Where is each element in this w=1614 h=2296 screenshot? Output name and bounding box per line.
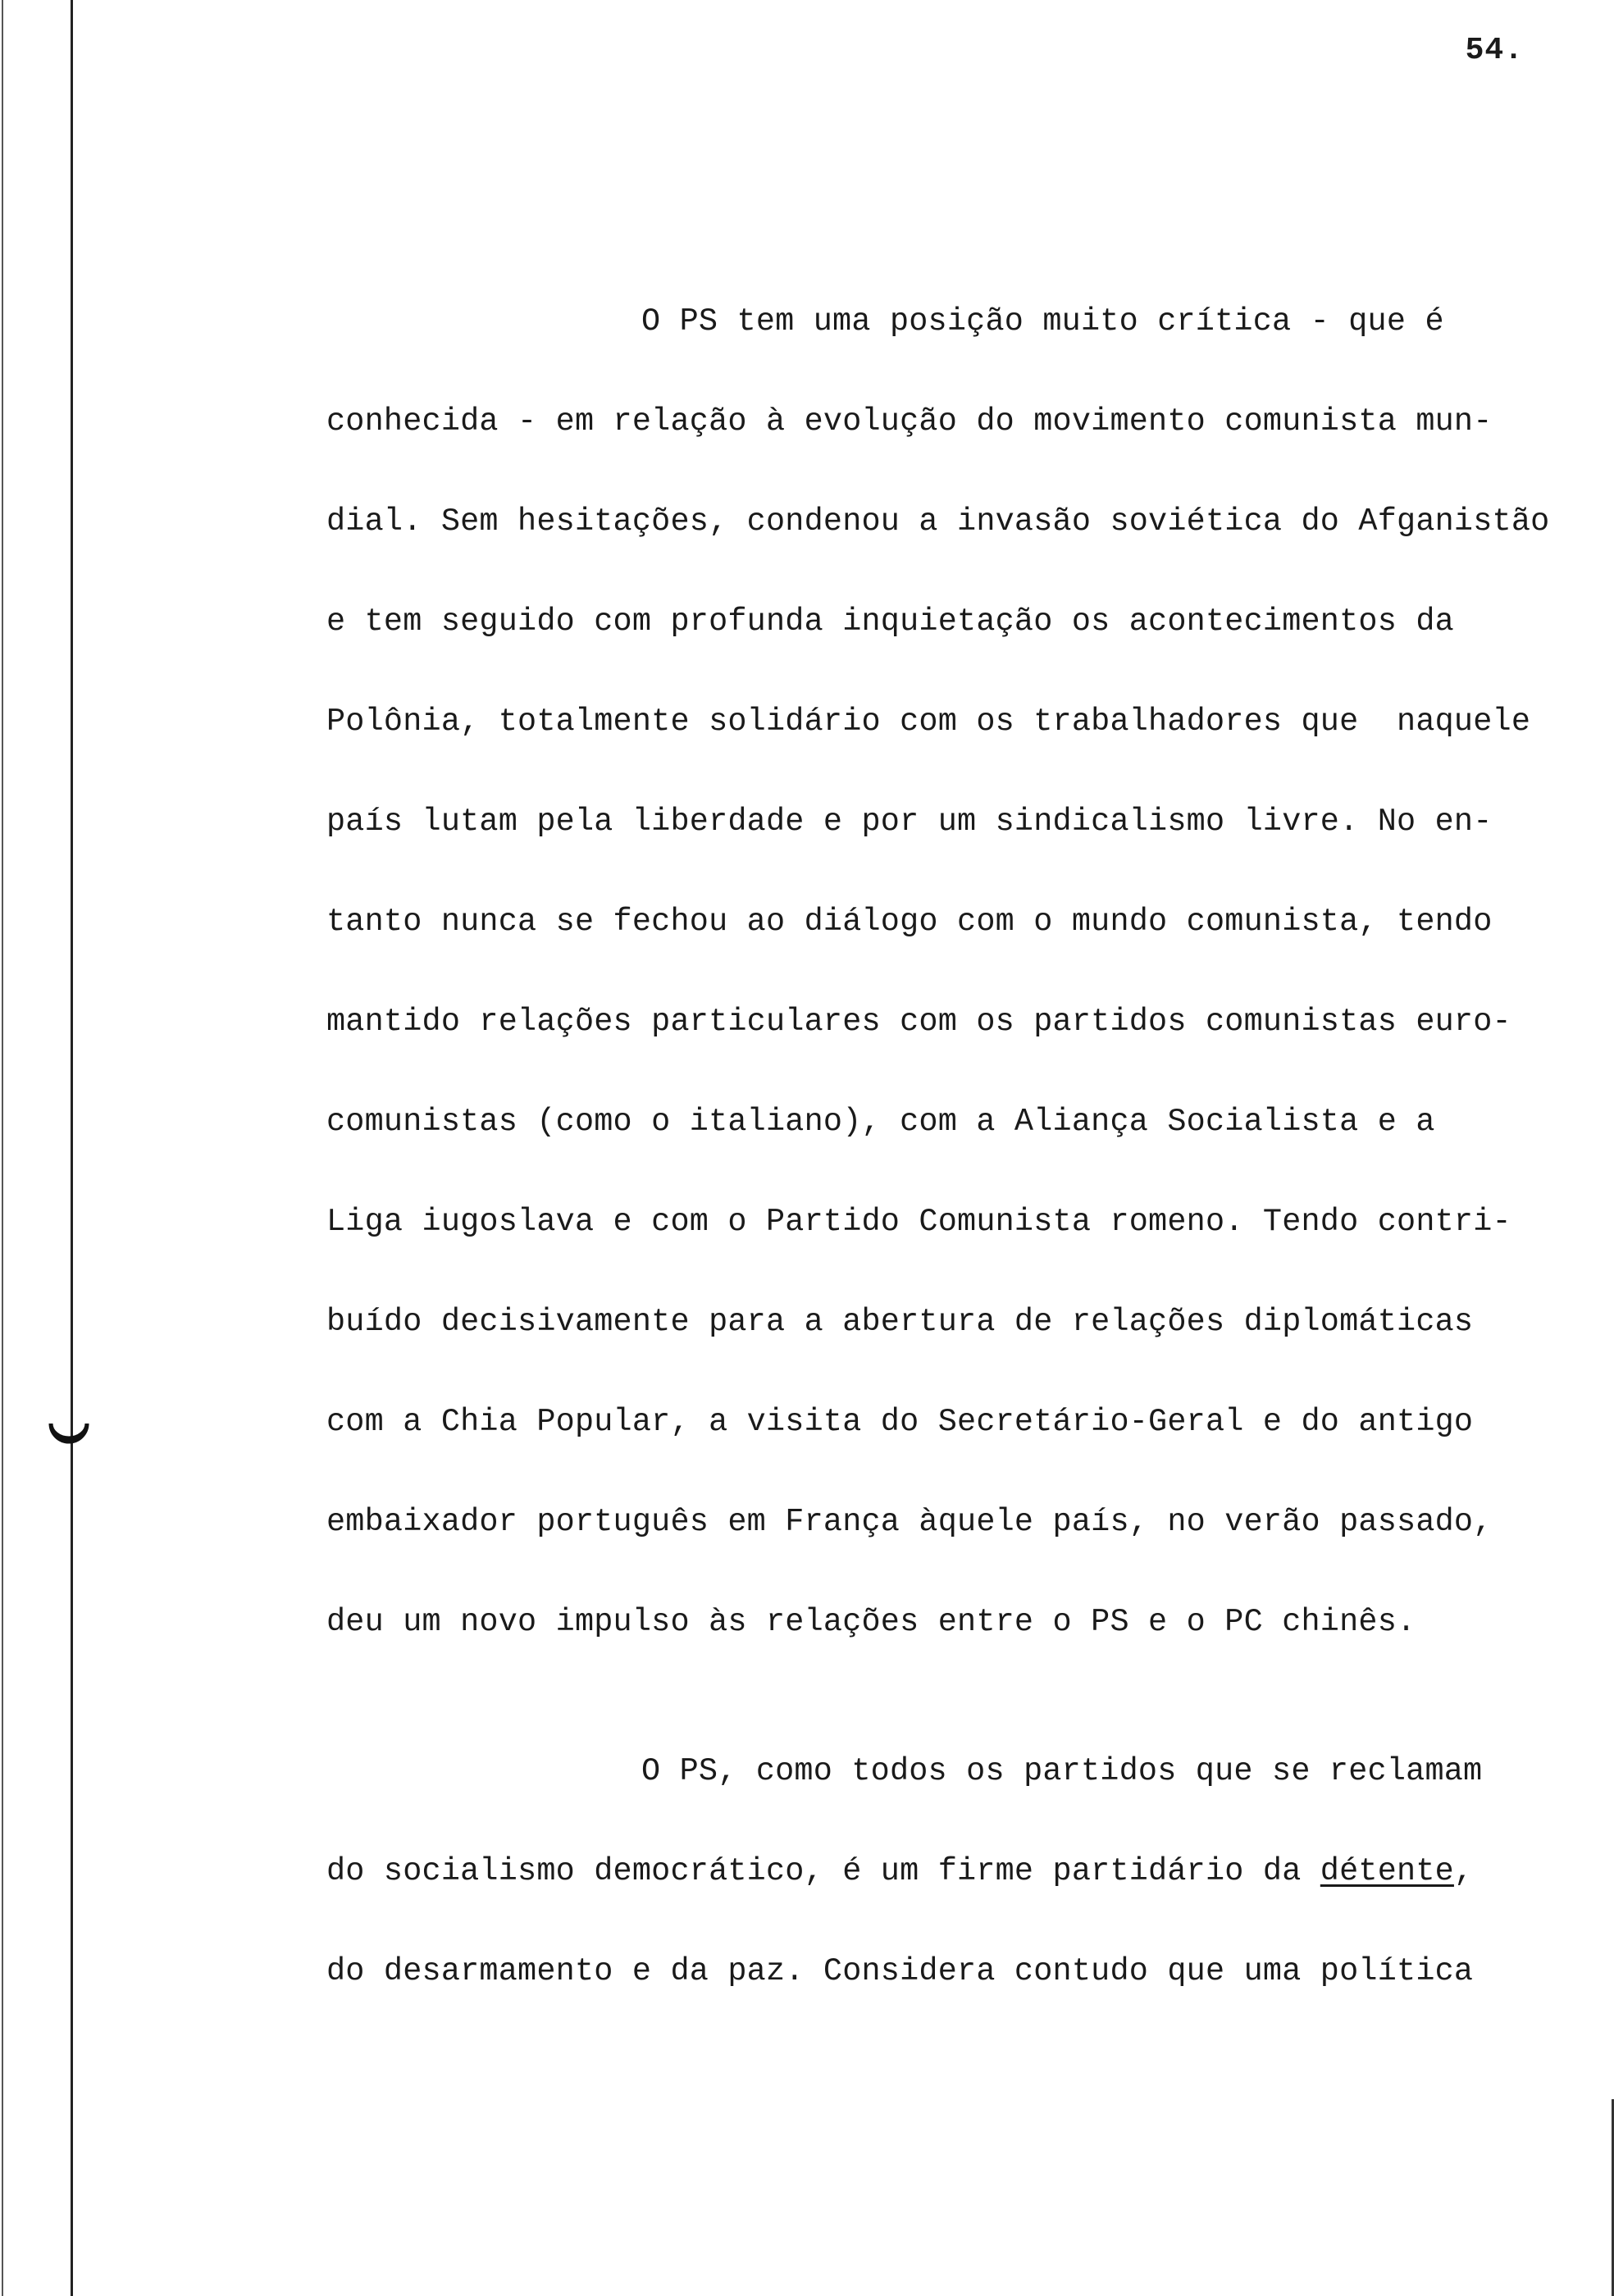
paragraph-2-line-1: O PS, como todos os partidos que se reclamam [641, 1753, 1483, 1789]
paragraph-2-line-2 [326, 1852, 1473, 1891]
page-left-edge [2, 0, 3, 2296]
paragraph-1-line-11: buído decisivamente para a abertura de relações diplomáticas [326, 1304, 1474, 1340]
paragraph-1-line-5: Polônia, totalmente solidário com os trabalhadores que naquele [326, 704, 1531, 740]
paragraph-2-line-2-text: do socialismo democrático, é um firme partidário da [326, 1853, 1320, 1889]
paragraph-1-line-6: país lutam pela liberdade e por um sindicalismo livre. No en- [326, 804, 1493, 840]
paragraph-1-line-8: mantido relações particulares com os partidos comunistas euro- [326, 1004, 1511, 1040]
paragraph-2-line-3: do desarmamento e da paz. Considera contudo que uma política [326, 1953, 1474, 1989]
paragraph-1-line-7: tanto nunca se fechou ao diálogo com o mundo comunista, tendo [326, 904, 1493, 940]
underlined-term-detente: détente [1320, 1853, 1454, 1889]
page-number: 54. [1465, 33, 1524, 68]
paragraph-1-line-10: Liga iugoslava e com o Partido Comunista romeno. Tendo contri- [326, 1204, 1511, 1240]
paragraph-1-line-2: conhecida - em relação à evolução do movimento comunista mun- [326, 403, 1493, 440]
paragraph-1-line-13: embaixador português em França àquele país, no verão passado, [326, 1504, 1493, 1540]
paragraph-2-line-2-comma: , [1453, 1853, 1474, 1889]
paragraph-1-line-12: com a Chia Popular, a visita do Secretário-Geral e do antigo [326, 1404, 1474, 1440]
paragraph-1-line-1: O PS tem uma posição muito crítica - que é [641, 303, 1444, 339]
binding-margin-line [71, 0, 73, 2296]
punch-hole-bottom-icon [46, 1414, 92, 1460]
paragraph-1-line-9: comunistas (como o italiano), com a Aliança Socialista e a [326, 1104, 1435, 1140]
paragraph-1-line-14: deu um novo impulso às relações entre o PS e o PC chinês. [326, 1604, 1416, 1640]
paragraph-1-line-4: e tem seguido com profunda inquietação os acontecimentos da [326, 604, 1454, 640]
punch-hole-top-icon [46, 799, 92, 845]
paragraph-1-line-3: dial. Sem hesitações, condenou a invasão soviética do Afganistão [326, 503, 1550, 540]
